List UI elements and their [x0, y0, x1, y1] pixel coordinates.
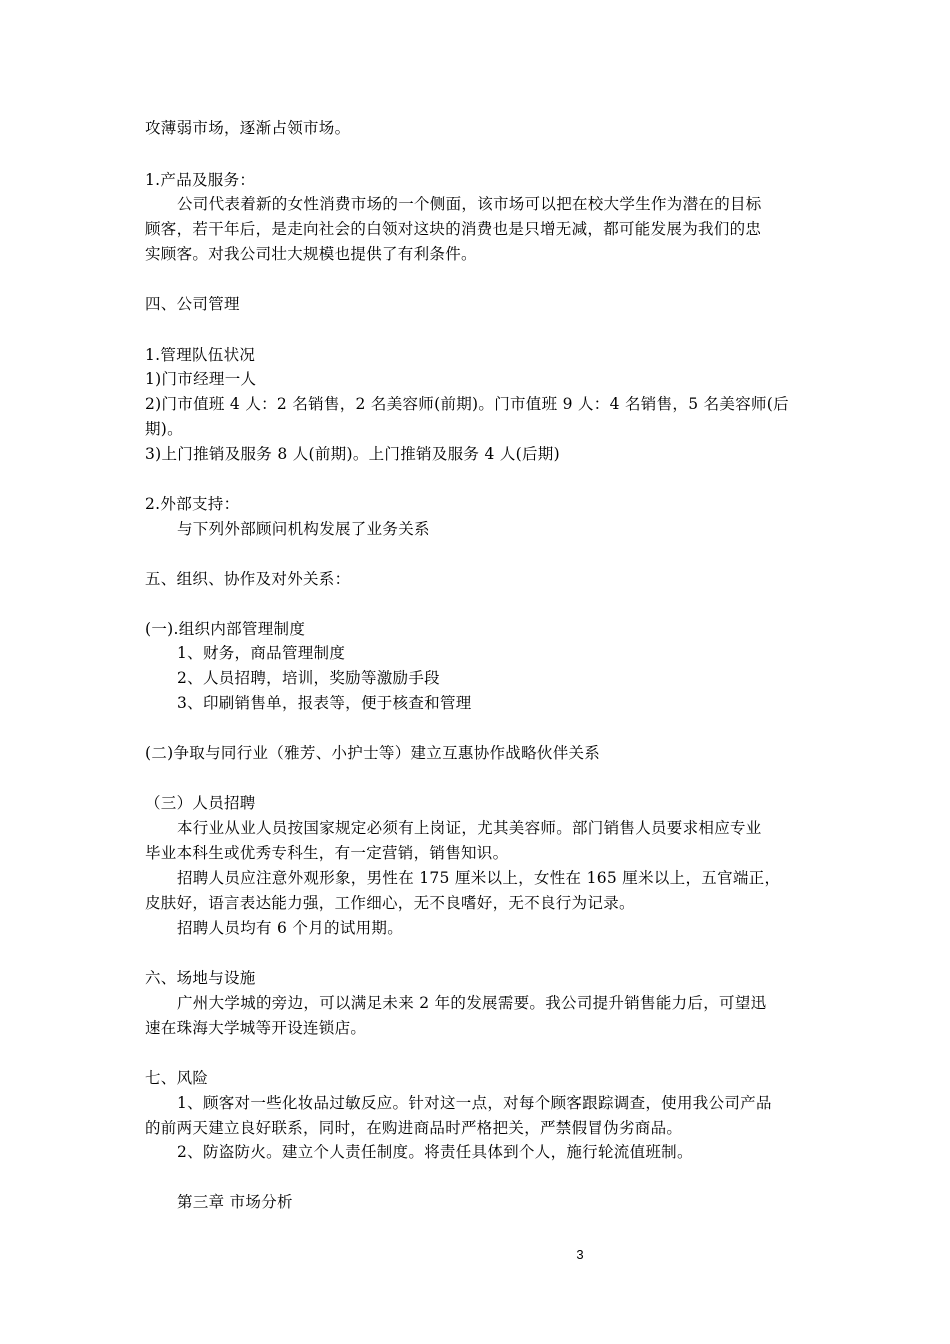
chapter-heading: 第三章 市场分析 [177, 1193, 293, 1211]
list-item: 2、人员招聘，培训，奖励等激励手段 [177, 669, 440, 687]
page-number: 3 [576, 1247, 584, 1262]
list-item: 2)门市值班 4 人：2 名销售，2 名美容师(前期)。门市值班 9 人：4 名销售，5 名美容师(后 [145, 395, 789, 413]
paragraph-line: 招聘人员均有 6 个月的试用期。 [177, 919, 404, 937]
paragraph-line: 1、顾客对一些化妆品过敏反应。针对这一点，对每个顾客跟踪调查，使用我公司产品 [177, 1094, 772, 1112]
paragraph-line: 公司代表着新的女性消费市场的一个侧面，该市场可以把在校大学生作为潜在的目标 [177, 195, 762, 213]
list-item: 3)上门推销及服务 8 人(前期)。上门推销及服务 4 人(后期) [145, 445, 560, 463]
list-item: 3、印刷销售单，报表等，便于核查和管理 [177, 694, 472, 712]
subsection-heading: 2.外部支持： [145, 495, 240, 513]
paragraph-line: 与下列外部顾问机构发展了业务关系 [177, 520, 430, 538]
section-heading: 1.产品及服务： [145, 171, 256, 189]
list-item: 1、财务，商品管理制度 [177, 644, 346, 662]
subsection-heading: （三）人员招聘 [145, 794, 256, 812]
paragraph-line: 本行业从业人员按国家规定必须有上岗证，尤其美容师。部门销售人员要求相应专业 [177, 819, 762, 837]
text-line: 攻薄弱市场，逐渐占领市场。 [145, 119, 351, 137]
paragraph-line: 的前两天建立良好联系，同时，在购进商品时严格把关，严禁假冒伪劣商品。 [145, 1119, 683, 1137]
paragraph-line: 实顾客。对我公司壮大规模也提供了有利条件。 [145, 245, 477, 263]
section-heading: 六、场地与设施 [145, 969, 256, 987]
paragraph-line: 毕业本科生或优秀专科生，有一定营销，销售知识。 [145, 844, 509, 862]
paragraph-line: 皮肤好，语言表达能力强，工作细心，无不良嗜好，无不良行为记录。 [145, 894, 635, 912]
section-heading: 四、公司管理 [145, 295, 240, 313]
subsection-heading: (二)争取与同行业（雅芳、小护士等）建立互惠协作战略伙伴关系 [145, 744, 601, 762]
subsection-heading: 1.管理队伍状况 [145, 346, 256, 364]
paragraph-line: 速在珠海大学城等开设连锁店。 [145, 1019, 367, 1037]
paragraph-line: 2、防盗防火。建立个人责任制度。将责任具体到个人，施行轮流值班制。 [177, 1143, 693, 1161]
section-heading: 七、风险 [145, 1069, 209, 1087]
section-heading: 五、组织、协作及对外关系： [145, 570, 351, 588]
subsection-heading: (一).组织内部管理制度 [145, 620, 306, 638]
paragraph-line: 招聘人员应注意外观形象，男性在 175 厘米以上，女性在 165 厘米以上，五官端正， [177, 869, 781, 887]
paragraph-line: 广州大学城的旁边，可以满足未来 2 年的发展需要。我公司提升销售能力后，可望迅 [177, 994, 767, 1012]
list-item: 期)。 [145, 420, 183, 438]
list-item: 1)门市经理一人 [145, 370, 257, 388]
paragraph-line: 顾客，若干年后，是走向社会的白领对这块的消费也是只增无减，都可能发展为我们的忠 [145, 220, 762, 238]
